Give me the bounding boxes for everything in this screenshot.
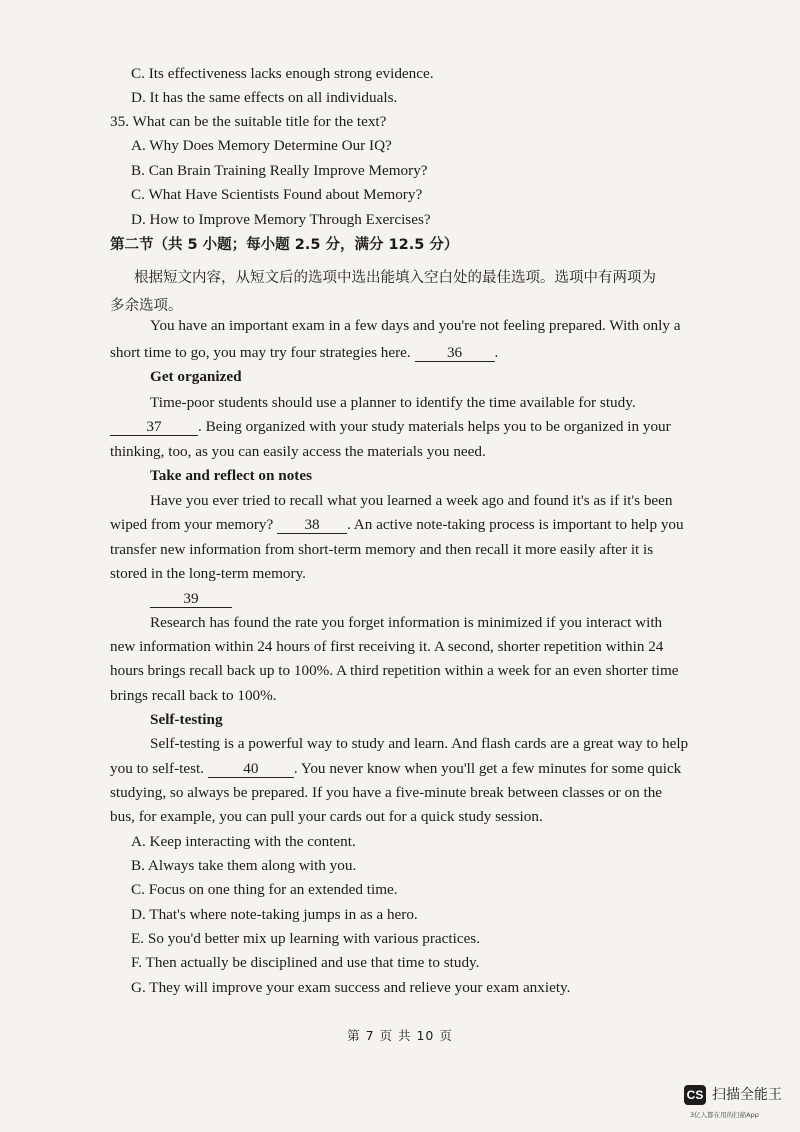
passage-organized-line2 (0, 417, 800, 437)
passage-intro-line1: You have an important exam in a few days and you're not feeling prepared. With only a (150, 317, 681, 334)
q35-option-b: B. Can Brain Training Really Improve Memory? (131, 162, 428, 179)
section-heading: 第二节（共 5 小题；每小题 2.5 分，满分 12.5 分） (110, 237, 459, 253)
passage-text: short time to go, you may try four strategies here. (110, 344, 415, 361)
passage-notes-line4: stored in the long-term memory. (110, 565, 306, 582)
q35-option-d: D. How to Improve Memory Through Exercises? (131, 211, 431, 228)
blank-40: 40 (208, 760, 294, 778)
q35-option-a: A. Why Does Memory Determine Our IQ? (131, 137, 392, 154)
passage-research-line4: brings recall back to 100%. (110, 687, 277, 704)
passage-selftest-line2 (0, 759, 800, 779)
q35-stem: 35. What can be the suitable title for the text? (110, 113, 387, 130)
passage-selftest-line4: bus, for example, you can pull your cards out for a quick study session. (110, 808, 543, 825)
camscanner-tagline: 3亿人都在用的扫描App (690, 1111, 759, 1119)
page-footer: 第 7 页 共 10 页 (347, 1028, 453, 1043)
option-g: G. They will improve your exam success and relieve your exam anxiety. (131, 979, 571, 996)
blank-39: 39 (150, 590, 232, 608)
passage-organized-line1: Time-poor students should use a planner to identify the time available for study. (150, 394, 636, 411)
passage-selftest-line3: studying, so always be prepared. If you have a five-minute break between classes or on the (110, 784, 663, 801)
passage-organized-line3: thinking, too, as you can easily access the materials you need. (110, 443, 486, 460)
camscanner-app-name: 扫描全能王 (712, 1087, 782, 1103)
passage-text: wiped from your memory? (110, 516, 278, 533)
blank-36: 36 (415, 344, 495, 362)
passage-selftest-line1: Self-testing is a powerful way to study and learn. And flash cards are a great way to help (150, 735, 689, 752)
option-b: B. Always take them along with you. (131, 857, 357, 874)
q34-option-d: D. It has the same effects on all individuals. (131, 89, 398, 106)
option-c: C. Focus on one thing for an extended time. (131, 881, 398, 898)
heading-self-testing: Self-testing (150, 711, 223, 728)
camscanner-logo-icon: CS (684, 1085, 706, 1105)
passage-text: . (494, 344, 499, 361)
q34-option-c: C. Its effectiveness lacks enough strong evidence. (131, 65, 434, 82)
section-instruction-line1: 根据短文内容，从短文后的选项中选出能填入空白处的最佳选项。选项中有两项为 (134, 270, 656, 286)
passage-notes-line2 (0, 515, 800, 535)
passage-text: . Being organized with your study materials helps you to be organized in your (198, 418, 671, 435)
heading-get-organized: Get organized (150, 368, 242, 385)
passage-text: you to self-test. (110, 760, 208, 777)
passage-text: . An active note-taking process is important to help you (347, 516, 684, 533)
passage-research-line2: new information within 24 hours of first receiving it. A second, shorter repetition within 24 (110, 638, 664, 655)
passage-notes-line1: Have you ever tried to recall what you learned a week ago and found it's as if it's been (150, 492, 673, 509)
passage-blank39-line (0, 589, 800, 609)
passage-intro-line2 (0, 343, 800, 363)
passage-research-line1: Research has found the rate you forget information is minimized if you interact with (150, 614, 663, 631)
passage-notes-line3: transfer new information from short-term memory and then recall it more easily after it is (110, 541, 654, 558)
section-instruction-line2: 多余选项。 (110, 298, 183, 314)
option-f: F. Then actually be disciplined and use that time to study. (131, 954, 480, 971)
heading-take-notes: Take and reflect on notes (150, 467, 313, 484)
blank-38: 38 (277, 516, 347, 534)
option-e: E. So you'd better mix up learning with various practices. (131, 930, 481, 947)
passage-research-line3: hours brings recall back up to 100%. A third repetition within a week for an even shorter time (110, 662, 679, 679)
option-d: D. That's where note-taking jumps in as a hero. (131, 906, 418, 923)
option-a: A. Keep interacting with the content. (131, 833, 356, 850)
blank-37: 37 (110, 418, 198, 436)
passage-text: . You never know when you'll get a few minutes for some quick (293, 760, 682, 777)
q35-option-c: C. What Have Scientists Found about Memory? (131, 186, 423, 203)
